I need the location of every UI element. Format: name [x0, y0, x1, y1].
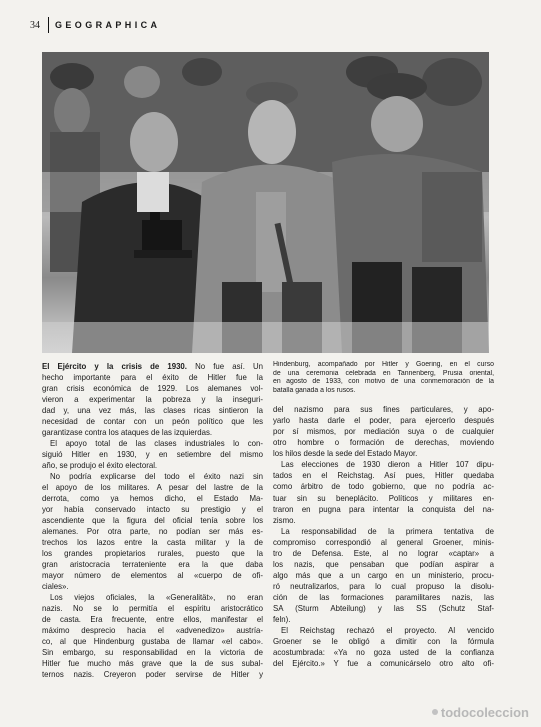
- paragraph-line: los nazis, que pensaban que podían aspirar a: [273, 559, 494, 569]
- paragraph-line: el apoyo de los militares. A pesar del lastre de la: [42, 483, 263, 493]
- caption-spacer: [273, 397, 494, 404]
- paragraph-line: tuar sin su beneplácito. Políticos y militares en-: [273, 493, 494, 503]
- paragraph-line: zismo.: [273, 515, 296, 525]
- header-divider: [48, 17, 49, 33]
- paragraph-line: del nazismo para sus fines particulares, y apo-: [273, 405, 494, 415]
- page-number: 34: [30, 19, 40, 31]
- section-heading: El Ejército y la crisis de 1930.: [42, 362, 187, 371]
- paragraph-line: tro de Defensa. Este, al no lograr «captar» a: [273, 548, 494, 558]
- paragraph-line: Hitler fue mucho más grave que la de sus subal-: [42, 659, 263, 669]
- paragraph-line: necesidad de contar con un peón político que les: [42, 417, 263, 427]
- paragraph-line: máximo desprecio hacia el «advenedizo» austría-: [42, 626, 263, 636]
- paragraph-line: año, se produjo el éxito electoral.: [42, 461, 158, 471]
- paragraph-line: algo más que a un cargo en un ministerio, procu-: [273, 570, 494, 580]
- paragraph-line: ción de las formaciones paramilitares nazis, las: [273, 592, 494, 602]
- article-column-left: [42, 361, 263, 680]
- paragraph-line: de casta. Era frecuente, entre ellos, manifestar el: [42, 615, 263, 625]
- paragraph-line: SA (Sturm Abteilung) y las SS (Schutz Staf-: [273, 603, 494, 613]
- paragraph-line: yor había conservado intacto su prestigio y el: [42, 505, 263, 515]
- paragraph-line: alemanes. Por otra parte, no podían ser más es-: [42, 527, 263, 537]
- page-header: [30, 16, 521, 34]
- paragraph-line: compromiso correspondió al general Groener, minis-: [273, 537, 494, 547]
- photo-caption: [273, 361, 494, 395]
- watermark: [431, 703, 529, 721]
- paragraph-line: gran aristocracia terrateniente era la que daba: [42, 560, 263, 570]
- paragraph-line: trechos los lazos entre la casta militar y la de: [42, 538, 263, 548]
- paragraph-line: gran crisis económica de 1929. Los alemanes vol-: [42, 384, 263, 394]
- paragraph-line: nazis. No se lo permitía el espíritu aristocrático: [42, 604, 263, 614]
- paragraph-line: Los viejos oficiales, la «Generalität», no eran: [50, 593, 263, 603]
- paragraph-line: los grandes propietarios rurales, puesto que la: [42, 549, 263, 559]
- paragraph-line: El Reichstag rechazó el proyecto. Al vencido: [281, 625, 494, 635]
- paragraph-line: El apoyo total de las clases industriales lo con-: [50, 439, 263, 449]
- paragraph-line: como árbitro de todo gobierno, que no podría ac-: [273, 482, 494, 492]
- paragraph-line: derrota, como ya hemos dicho, el Estado Ma-: [42, 494, 263, 504]
- paragraph-line: acostumbrada: «Ya no goza usted de la confianza: [273, 647, 494, 657]
- watermark-text: todocoleccion: [440, 704, 529, 720]
- paragraph-line: ró neutralizarlos, para lo cual propuso la disolu-: [273, 581, 494, 591]
- caption-line: de una ceremonia celebrada en Tannenberg, Prusia oriental,: [273, 369, 494, 377]
- paragraph-line: El Ejército y la crisis de 1930. No fue así. Un: [42, 362, 263, 371]
- paragraph-line: yarlo hasta darle el poder, para ejercerlo después: [273, 416, 494, 426]
- paragraph-line: vieron a experimentar la pobreza y la inseguri-: [42, 395, 263, 405]
- caption-line: en agosto de 1933, con motivo de una conmemoración de la: [273, 378, 494, 386]
- paragraph-line: co, al que Hindenburg gustaba de llamar «el cabo».: [42, 637, 263, 647]
- watermark-dot-icon: [432, 709, 438, 715]
- article-column-right: [273, 361, 494, 669]
- section-title: GEOGRAPHICA: [55, 20, 161, 30]
- caption-line: batalla ganada a los rusos.: [273, 386, 356, 394]
- paragraph-line: ternos nazis. Creyeron poder servirse de Hitler y: [42, 670, 263, 680]
- paragraph-line: Sin embargo, su responsabilidad en la victoria de: [42, 648, 263, 658]
- historical-photo: [42, 52, 489, 353]
- paragraph-line: ascendiente que la figura del oficial tenía sobre los: [42, 516, 263, 526]
- paragraph-line: traron en pugna para intentar la conquista del na-: [273, 504, 494, 514]
- paragraph-line: otro hombre o formación de derechas, moviendo: [273, 438, 494, 448]
- caption-line: Hindenburg, acompañado por Hitler y Goering, en el curso: [273, 361, 494, 368]
- paragraph-line: los hilos desde la sede del Estado Mayor.: [273, 449, 418, 459]
- paragraph-line: siguió Hitler en 1930, y en setiembre del mismo: [42, 450, 263, 460]
- paragraph-line: Groener se le obligó a dimitir con la fórmula: [273, 636, 494, 646]
- paragraph-line: La responsabilidad de la primera tentativa de: [281, 526, 494, 536]
- paragraph-line: hecho importante para el éxito de Hitler fue la: [42, 373, 263, 383]
- paragraph-line: del Ejército.» Y fue a comunicárselo otro alto ofi-: [273, 658, 494, 668]
- paragraph-line: No podría explicarse del todo el éxito nazi sin: [50, 472, 263, 482]
- paragraph-line: por sí mismos, por mediación suya o de cualquier: [273, 427, 494, 437]
- paragraph-line: ciales».: [42, 582, 69, 592]
- paragraph-line: tados en el Reichstag. Así pues, Hitler quedaba: [273, 471, 494, 481]
- paragraph-line: dad y, una vez más, las clases ricas sintieron la: [42, 406, 263, 416]
- article-body: [42, 361, 494, 691]
- paragraph-line: feln).: [273, 614, 291, 624]
- paragraph-line: garantizase contra los ataques de las izquierdas.: [42, 428, 213, 438]
- paragraph-line: Las elecciones de 1930 dieron a Hitler 107 dipu-: [281, 460, 494, 470]
- paragraph-line: mayor número de elementos al «cuerpo de ofi-: [42, 571, 263, 581]
